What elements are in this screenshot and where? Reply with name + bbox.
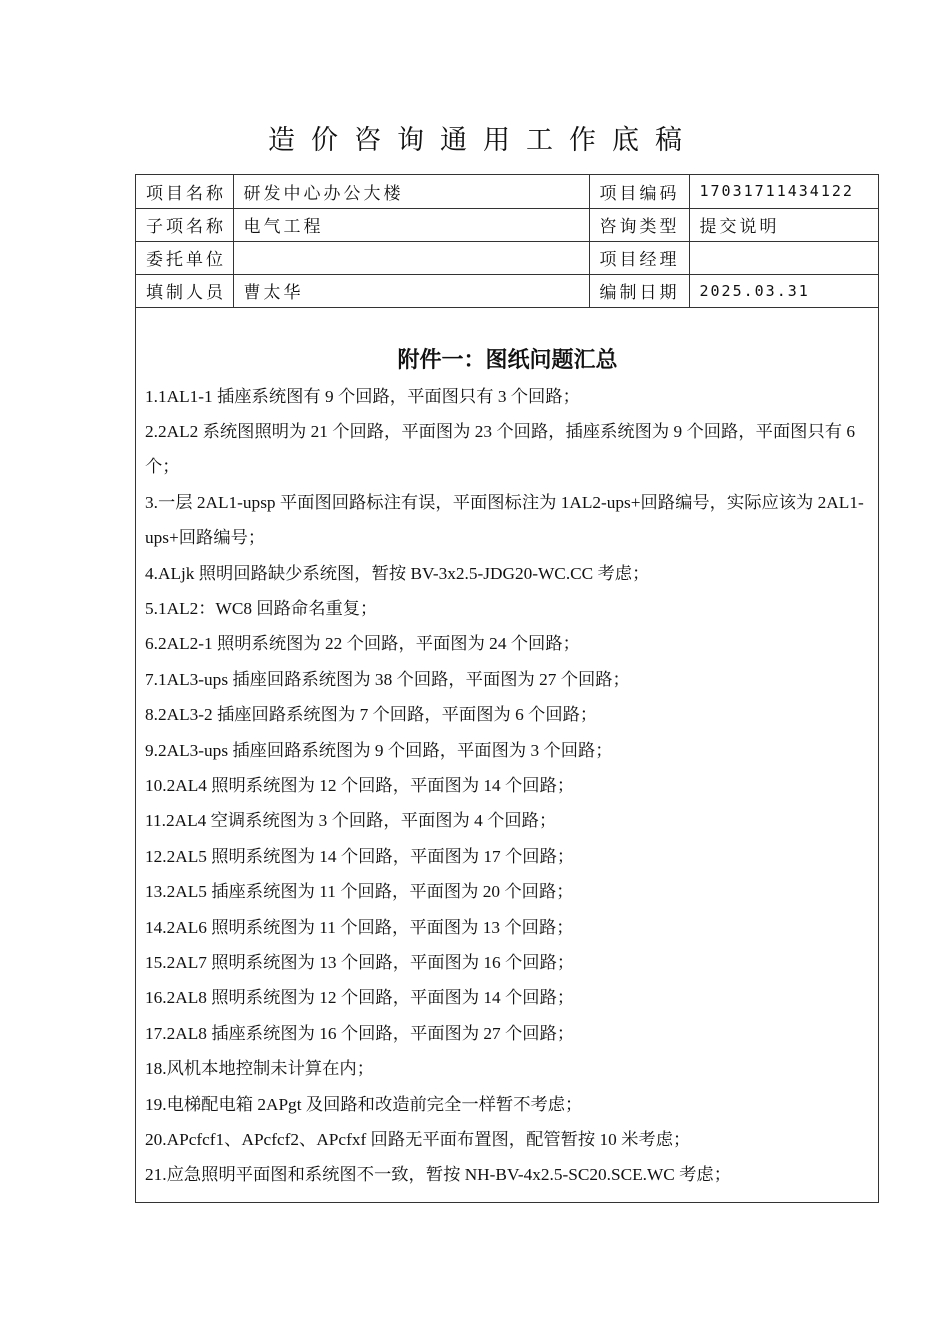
header-row: [136, 208, 878, 241]
issue-item: 3.一层 2AL1-upsp 平面图回路标注有误，平面图标注为 1AL2-ups+回路编号，实际应该为 2AL1-ups+回路编号；: [145, 492, 864, 548]
subitem-name-label: 子项名称: [136, 208, 233, 241]
consult-type-label: 咨询类型: [589, 208, 689, 241]
issue-item: 11.2AL4 空调系统图为 3 个回路，平面图为 4 个回路；: [145, 811, 557, 831]
project-manager-label: 项目经理: [589, 241, 689, 274]
issue-item: 17.2AL8 插座系统图为 16 个回路，平面图为 27 个回路；: [145, 1023, 575, 1043]
preparer-value: 曹太华: [233, 274, 589, 307]
issue-item: 1.1AL1-1 插座系统图有 9 个回路，平面图只有 3 个回路；: [145, 386, 580, 406]
issue-item: 9.2AL3-ups 插座回路系统图为 9 个回路，平面图为 3 个回路；: [145, 740, 613, 760]
project-code-label: 项目编码: [589, 175, 689, 208]
project-name-value: 研发中心办公大楼: [233, 175, 589, 208]
project-code-value: 17031711434122: [689, 175, 878, 208]
document-title: 造价咨询通用工作底稿: [268, 125, 698, 156]
issue-item: 19.电梯配电箱 2APgt 及回路和改造前完全一样暂不考虑；: [145, 1094, 583, 1114]
header-row: [136, 175, 878, 208]
client-unit-label: 委托单位: [136, 241, 233, 274]
issue-item: 12.2AL5 照明系统图为 14 个回路，平面图为 17 个回路；: [145, 846, 575, 866]
issue-item: 10.2AL4 照明系统图为 12 个回路，平面图为 14 个回路；: [145, 775, 575, 795]
issue-item: 16.2AL8 照明系统图为 12 个回路，平面图为 14 个回路；: [145, 988, 575, 1008]
attachment-title: 附件一：图纸问题汇总: [397, 347, 618, 373]
prepare-date-label: 编制日期: [589, 274, 689, 307]
attachment-section: [136, 343, 878, 1193]
project-name-label: 项目名称: [136, 175, 233, 208]
issue-item: 13.2AL5 插座系统图为 11 个回路，平面图为 20 个回路；: [145, 882, 574, 902]
issue-list: [145, 379, 870, 1193]
consult-type-value: 提交说明: [689, 208, 878, 241]
issue-item: 5.1AL2：WC8 回路命名重复；: [145, 598, 378, 618]
prepare-date-value: 2025.03.31: [689, 274, 878, 307]
worksheet-frame: [135, 174, 879, 1203]
project-manager-value: [689, 241, 878, 274]
issue-item: 18.风机本地控制未计算在内；: [145, 1059, 374, 1079]
issue-item: 2.2AL2 系统图照明为 21 个回路，平面图为 23 个回路，插座系统图为 9 个回路，平面图只有 6 个；: [145, 421, 855, 477]
issue-item: 8.2AL3-2 插座回路系统图为 7 个回路，平面图为 6 个回路；: [145, 705, 598, 725]
issue-item: 6.2AL2-1 照明系统图为 22 个回路，平面图为 24 个回路；: [145, 634, 580, 654]
header-row: [136, 241, 878, 274]
issue-item: 20.APcfcf1、APcfcf2、APcfxf 回路无平面布置图，配管暂按 10 米考虑；: [145, 1130, 691, 1150]
issue-item: 7.1AL3-ups 插座回路系统图为 38 个回路，平面图为 27 个回路；: [145, 669, 630, 689]
client-unit-value: [233, 241, 589, 274]
issue-item: 14.2AL6 照明系统图为 11 个回路，平面图为 13 个回路；: [145, 917, 574, 937]
header-table: [136, 175, 878, 308]
subitem-name-value: 电气工程: [233, 208, 589, 241]
header-row: [136, 274, 878, 307]
preparer-label: 填制人员: [136, 274, 233, 307]
issue-item: 15.2AL7 照明系统图为 13 个回路，平面图为 16 个回路；: [145, 953, 575, 972]
issue-item: 21.应急照明平面图和系统图不一致，暂按 NH-BV-4x2.5-SC20.SCE.WC 考虑；: [145, 1165, 731, 1185]
issue-item: 4.ALjk 照明回路缺少系统图，暂按 BV-3x2.5-JDG20-WC.CC 考虑；: [145, 563, 650, 583]
